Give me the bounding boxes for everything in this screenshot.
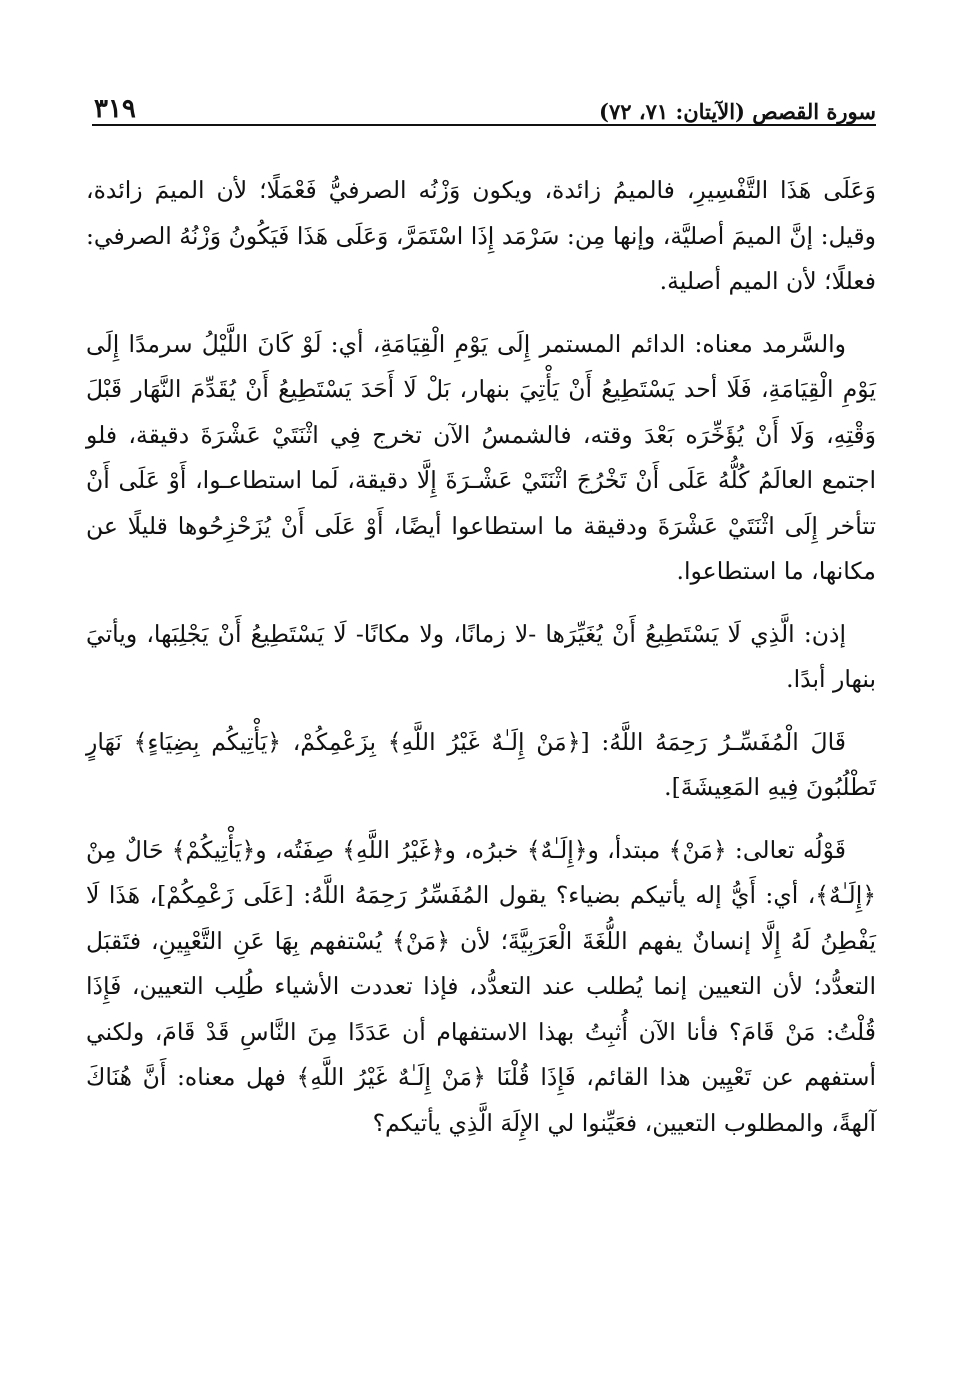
header-rule bbox=[92, 124, 876, 126]
page-number: ٣١٩ bbox=[94, 94, 136, 124]
paragraph-1: وَعَلَى هَذَا التَّفْسِيرِ، فالميمُ زائدة، ويكون وَزْنُه الصرفيُّ فَعْمَلًا؛ لأن الميمَ زائدة، وقيل: إنَّ الميمَ أصليَّة، وإنها مِن: سَرْمَد إِذَا اسْتَمَرَّ، وَعَلَى هَذَا فَيَكُونُ وَزْنُهُ الصرفي: فعللًا؛ لأن الميم أصلية. bbox=[86, 176, 876, 295]
page-header bbox=[92, 84, 876, 122]
paragraph-2: والسَّرمد معناه: الدائم المستمر إِلَى يَوْمِ الْقِيَامَةِ، أي: لَوْ كَانَ اللَّيْلُ سرمدًا إِلَى يَوْمِ الْقِيَامَةِ، فَلَا أحد يَسْتَطِيعُ أَنْ يَأْتِيَ بنهار، بَلْ لَا أَحَدَ يَسْتَطِيعُ أَنْ يُقَدِّمَ النَّهَار قَبْلَ وَقْتِهِ، وَلَا أَنْ يُؤَخِّرَه بَعْدَ وقته، فالشمسُ الآن تخرج فِي اثْنَتَيْ عَشْرَةَ دقيقة، فلو اجتمع العالَمُ كُلُّهُ عَلَى أَنْ تَخْرُجَ اثْنَتَيْ عَشْـرَةَ إِلَّا دقيقة، لَما استطاعـوا، أَوْ عَلَى أَنْ تتأخر إِلَى اثْنَتَيْ عَشْرَةَ ودقيقة ما استطاعوا أيضًا، أَوْ عَلَى أَنْ يُزَحْزِحُوها قليلًا عن مكانها، ما استطاعوا. bbox=[86, 329, 876, 585]
paragraph-4: قَالَ الْمُفَسِّـرُ رَحِمَهُ اللَّهُ: [﴿مَنْ إِلَـٰهٌ غَيْرُ اللَّهِ﴾ بِزَعْمِكُمْ، ﴿يَأْتِيكُم بِضِيَاءٍ﴾ نَهَارٍ تَطْلُبُونَ فِيهِ المَعِيشَةَ]. bbox=[86, 727, 876, 801]
page-body bbox=[86, 168, 876, 1163]
paragraph-5: قَوْلُه تعالى: ﴿مَنْ﴾ مبتدأ، و﴿إِلَـٰهٌ﴾ خبرُه، و﴿غَيْرُ اللَّهِ﴾ صِفَتُه، و﴿يَأْتِيكُمْ﴾ حَالٌ مِنْ ﴿إِلَـٰهٌ﴾، أي: أَيُّ إله يأتيكم بضياء؟ يقول المُفَسِّرُ رَحِمَهُ اللَّهُ: [عَلَى زَعْمِكُمْ]، هَذَا لَا يَفْطِنُ لَهُ إِلَّا إنسانٌ يفهم اللُّغَةَ الْعَرَبِيَّةَ؛ لأن ﴿مَنْ﴾ يُسْتفهم بِهَا عَنِ التَّعْيِينِ، فتَقبَل التعدُّد؛ لأن التعيين إنما يُطلب عند التعدُّد، فإذا تعددت الأشياء طُلِب التعيين، فَإِذَا قُلْتُ: مَنْ قَامَ؟ فأنا الآن أُثبِتُ بهذا الاستفهام أن عَدَدًا مِنَ النَّاسِ قَدْ قَامَ، ولكني أستفهم عن تَعْيِين هذا القائم، فَإِذَا قُلْنَا ﴿مَنْ إِلَـٰهٌ غَيْرُ اللَّهِ﴾ فهل معناه: أَنَّ هُنَاكَ آلهةً، والمطلوب التعيين، فعَيِّنوا لي الإِلَهَ الَّذِي يأتيكم؟ bbox=[86, 835, 876, 1137]
running-title: سورة القصص (الآيتان: ٧١، ٧٢) bbox=[599, 99, 876, 124]
paragraph-3: إذن: الَّذِي لَا يَسْتَطِيعُ أَنْ يُغَيِّرَها -لا زمانًا، ولا مكانًا- لَا يَسْتَطِيعُ أَنْ يَجْلِبَها، ويأتيَ بنهار أبدًا. bbox=[86, 619, 876, 693]
